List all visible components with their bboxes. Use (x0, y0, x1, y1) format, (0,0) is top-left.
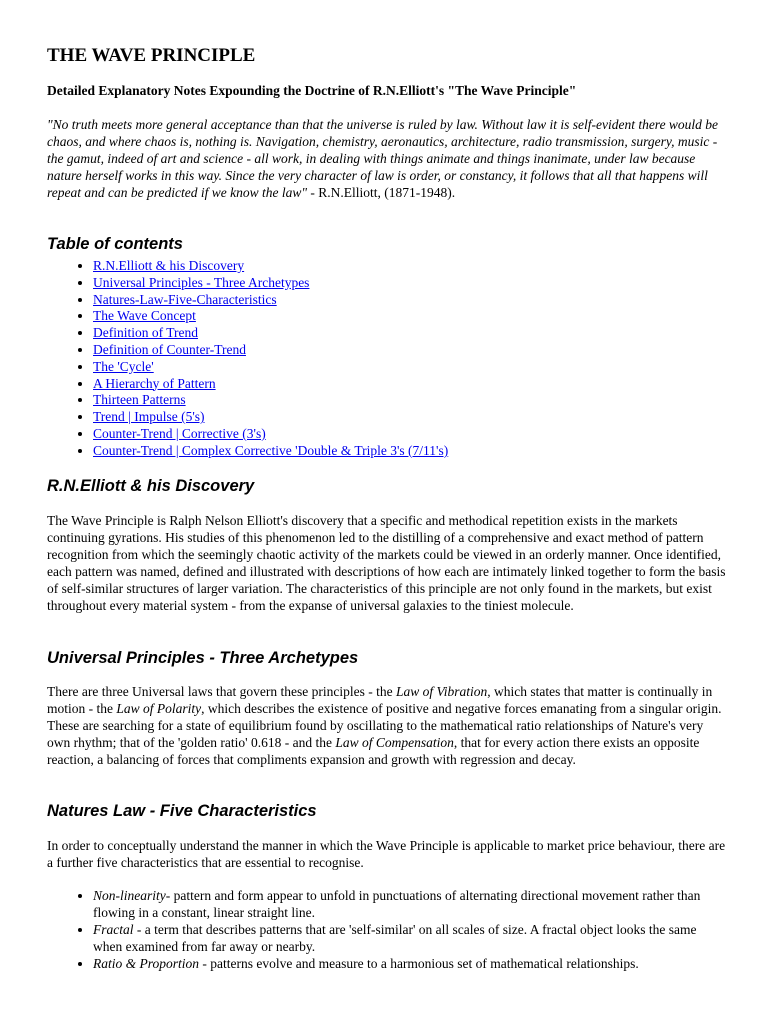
toc-item (93, 342, 448, 359)
text-run: , which describes the existence of positive and negative forces emanating from a singular origin. These are searching for a state of equilibrium found by oscillating to the mathematical ratio relationships of Nature's very own rhythm; that of the 'golden ratio' 0.618 - and the (47, 700, 722, 750)
toc-link-universal-principles[interactable]: Universal Principles - Three Archetypes (93, 274, 310, 290)
toc-item (93, 392, 448, 409)
toc-link-cycle[interactable]: The 'Cycle' (93, 358, 154, 374)
toc-link-counter-trend-corrective[interactable]: Counter-Trend | Corrective (3's) (93, 425, 266, 441)
text-run: There are three Universal laws that govern these principles - the (47, 684, 396, 699)
section-body-elliott-discovery: The Wave Principle is Ralph Nelson Elliott's discovery that a specific and methodical repetition exists in the markets continuing gyrations. His studies of this phenomenon led to the distilling of a comprehensive and exact method of pattern recognition from which the seemingly chaotic activity of the markets could be viewed in an orderly manner. Once identified, each pattern was named, defined and illustrated with descriptions of how each are intimately linked together to form the basis of self-similar structures of larger variation. The characteristics of this principle are not only found in the markets, but exist throughout every material system - from the expanse of universal galaxies to the tiniest molecule. (47, 513, 726, 613)
text-run: , which states that matter is continually in motion - the (47, 684, 713, 716)
section-body-universal-principles (47, 684, 727, 769)
section-body-natures-law: In order to conceptually understand the manner in which the Wave Principle is applicable to market price behaviour, there are a further five characteristics that are essential to recognise. (47, 838, 726, 870)
table-of-contents (47, 258, 448, 460)
toc-item (93, 258, 448, 275)
toc-link-elliott-discovery[interactable]: R.N.Elliott & his Discovery (93, 258, 245, 273)
toc-link-thirteen-patterns[interactable]: Thirteen Patterns (93, 392, 186, 408)
toc-item (93, 292, 448, 309)
characteristic-desc: - pattern and form appear to unfold in punctuations of alternating directional movement rather than flowing in a constant, linear straight line. (93, 888, 701, 920)
list-item (93, 956, 727, 973)
characteristic-desc: - patterns evolve and measure to a harmonious set of mathematical relationships. (199, 955, 639, 971)
law-of-compensation: Law of Compensation (335, 734, 454, 750)
toc-link-definition-trend[interactable]: Definition of Trend (93, 325, 199, 341)
page-title: THE WAVE PRINCIPLE (47, 45, 256, 66)
toc-item (93, 409, 448, 426)
toc-heading: Table of contents (47, 235, 183, 253)
law-of-polarity: Law of Polarity (116, 700, 202, 716)
toc-link-natures-law[interactable]: Natures-Law-Five-Characteristics (93, 291, 277, 307)
characteristic-term: Fractal (93, 921, 134, 937)
toc-item (93, 308, 448, 325)
quote-attribution: - R.N.Elliott, (1871-1948). (307, 184, 456, 200)
toc-item (93, 376, 448, 393)
quote-text: "No truth meets more general acceptance than that the universe is ruled by law. Without law it is self-evident there would be chaos, and where chaos is, nothing is. Navigation, chemistry, aeronautics, architecture, radio transmission, surgery, music - the gamut, indeed of art and science - all work, in dealing with things animate and things inanimate, under law because nature herself works in this way. Since the very character of law is order, or constancy, it follows that all that happens will repeat and can be predicted if we know the law" (47, 117, 719, 200)
toc-link-wave-concept[interactable]: The Wave Concept (93, 308, 196, 324)
characteristic-term: Ratio & Proportion (93, 955, 200, 971)
section-heading-universal-principles: Universal Principles - Three Archetypes (47, 649, 359, 667)
section-heading-natures-law: Natures Law - Five Characteristics (47, 802, 317, 820)
toc-item (93, 275, 448, 292)
law-of-vibration: Law of Vibration (395, 684, 488, 699)
toc-item (93, 443, 448, 460)
characteristic-term: Non-linearity (93, 888, 166, 903)
list-item (93, 888, 727, 922)
page-subtitle: Detailed Explanatory Notes Expounding the Doctrine of R.N.Elliott's "The Wave Principle" (47, 83, 577, 98)
section-heading-elliott-discovery: R.N.Elliott & his Discovery (47, 477, 255, 495)
toc-item (93, 426, 448, 443)
list-item (93, 922, 727, 956)
toc-link-complex-corrective[interactable]: Counter-Trend | Complex Corrective 'Double & Triple 3's (7/11's) (93, 442, 449, 458)
toc-item (93, 359, 448, 376)
characteristic-desc: - a term that describes patterns that are 'self-similar' on all scales of size. A fractal object looks the same when examined from far away or nearby. (93, 921, 697, 954)
toc-link-hierarchy-pattern[interactable]: A Hierarchy of Pattern (93, 375, 216, 391)
toc-link-trend-impulse[interactable]: Trend | Impulse (5's) (93, 409, 205, 425)
elliott-quote (47, 117, 727, 202)
text-run: , that for every action there exists an opposite reaction, a balancing of forces that compliments expansion and growth with regression and decay. (47, 734, 700, 767)
characteristics-list (47, 888, 727, 973)
toc-link-definition-counter-trend[interactable]: Definition of Counter-Trend (93, 341, 246, 357)
toc-item (93, 325, 448, 342)
